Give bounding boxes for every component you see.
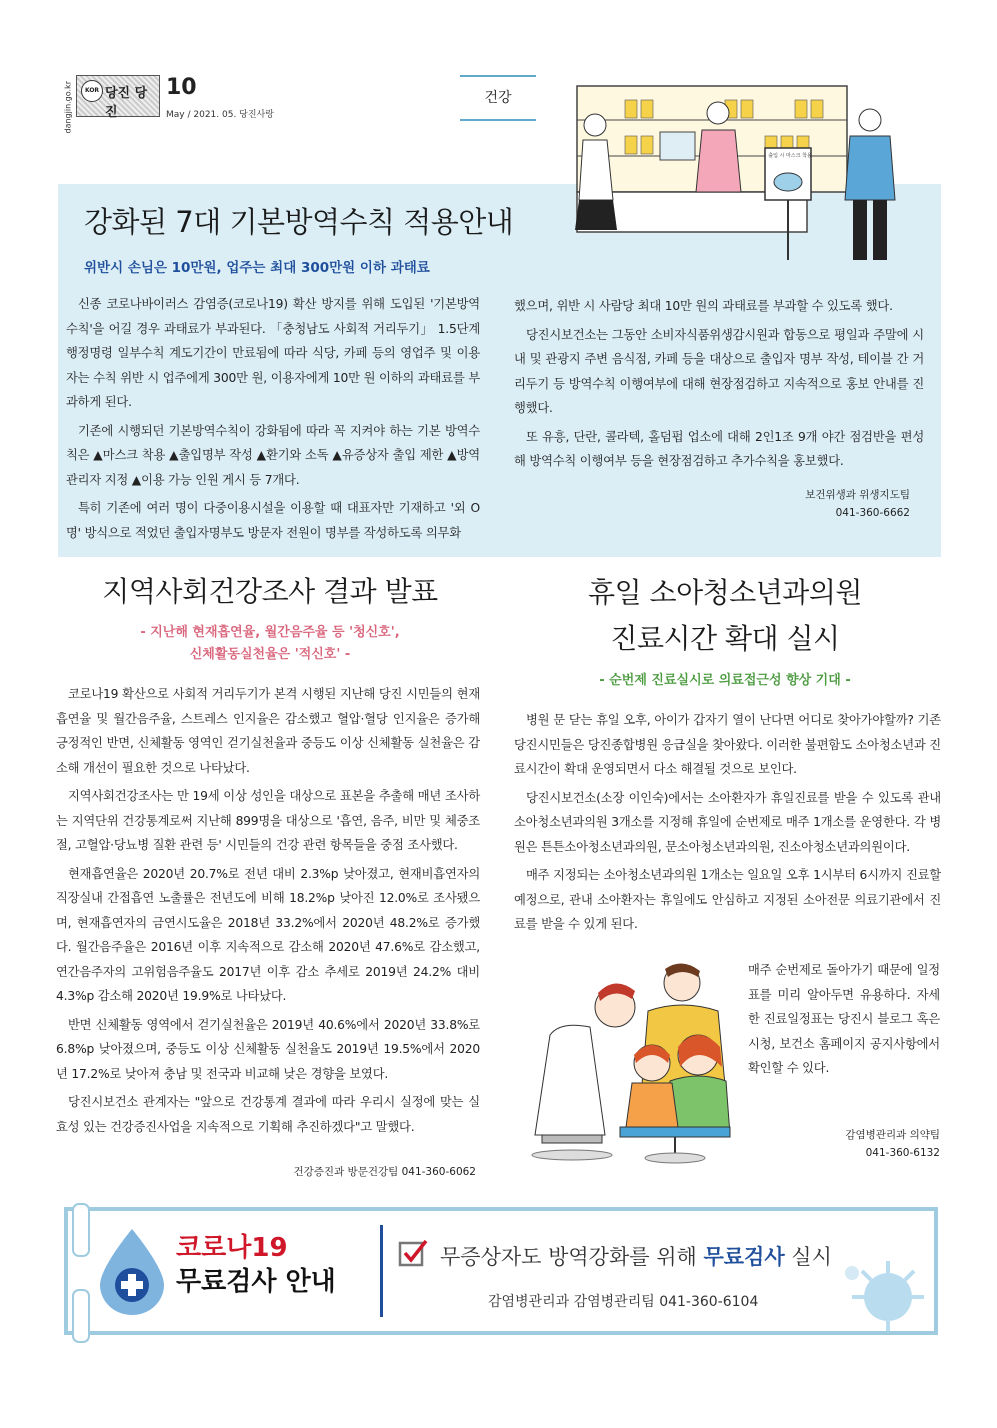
article1-contact [700,486,910,522]
pharmacy-illustration [565,80,945,270]
article1-title: 강화된 7대 기본방역수칙 적용안내 [84,205,514,239]
page-number: 10 [166,75,197,100]
article3-subtitle: - 순번제 진료실시로 의료접근성 향상 기대 - [599,673,851,688]
dept-label: 감염병관리과 의약팀 [845,1129,940,1141]
article1-right-column [514,294,924,478]
virus-icon [838,1251,928,1331]
paragraph: 또 유흥, 단란, 콜라텍, 홀덤펍 업소에 대해 2인1조 9개 야간 점검반을 편성해 방역수칙 이행여부 등을 현장점검하고 추가수칙을 홍보했다. [514,429,924,468]
phone-label: 041-360-6132 [865,1147,940,1159]
vertical-url: dangjin.go.kr [63,81,73,134]
clip-icon [72,1203,90,1257]
paragraph: 특히 기존에 여러 명이 다중이용시설을 이용할 때 대표자만 기재하고 '외 O명' 방식으로 적었던 출입자명부도 방문자 전원이 명부를 작성하도록 의무화 [66,501,480,540]
article1-left-column [66,292,480,549]
paragraph: 병원 문 닫는 휴일 오후, 아이가 갑자기 열이 난다면 어디로 찾아가야할까? 기존 당진시민들은 당진종합병원 응급실을 찾아왔다. 이러한 불편함도 소아청소년과 진료시간이 확대 운영되면서 다소 해결될 것으로 보인다. [514,713,941,776]
phone-label: 041-360-6662 [835,507,910,519]
paragraph: 반면 신체활동 영역에서 걷기실천율은 2019년 40.6%에서 2020년 33.8%로 6.8%p 낮아졌으며, 중등도 이상 신체활동 실천율도 2019년 19.5%에서 2020년 17.2%로 낮아져 충남 및 전국과 비교해 낮은 경향을 보였다. [56,1017,480,1081]
paragraph: 했으며, 위반 시 사람당 최대 10만 원의 과태료를 부과할 수 있도록 했다. [514,299,893,313]
droplet-plus-icon [96,1227,168,1315]
clip-icon [72,1289,90,1343]
paragraph: 당진시보건소는 그동안 소비자식품위생감시원과 합동으로 평일과 주말에 시내 및 관광지 주변 음식점, 카페 등을 대상으로 출입자 명부 작성, 테이블 간 거리두기 등 방역수칙 이행여부에 대해 현장점검하고 지속적으로 홍보 안내를 진행했다. [514,327,924,415]
article2-subtitle: - 지난해 현재흡연율, 월간음주율 등 '청신호', 신체활동실천율은 '적신호' - [140,625,400,662]
article2-body [56,682,480,1143]
city-logo [76,75,160,120]
paragraph: 현재흡연율은 2020년 20.7%로 전년 대비 2.3%p 낮아졌고, 현재비흡연자의 직장실내 간접흡연 노출률은 전년도에 비해 18.2%p 낮아진 12.0%로 조사됐으며, 현재흡연자의 금연시도율은 2018년 33.2%에서 2020년 48.2%로 증가했다. 월간음주율은 2016년 이후 지속적으로 감소해 2020년 47.6%로 감소했고, 연간음주자의 고위험음주율도 2017년 이후 감소 추세로 2019년 24.2% 대비 4.3%p 감소해 2020년 19.9%로 나타났다. [56,866,480,1003]
paragraph: 신종 코로나바이러스 감염증(코로나19) 확산 방지를 위해 도입된 '기본방역수칙'을 어길 경우 과태료가 부과된다. 「충청남도 사회적 거리두기」 1.5단계 행정명령 일부수칙 계도기간이 만료됨에 따라 식당, 카페 등의 영업주 및 이용자는 수칙 위반 시 업주에게 300만 원, 이용자에게 10만 원 이하의 과태료를 부과하게 된다. [66,297,480,409]
article3-body [514,708,941,941]
checkbox-checked-icon [398,1237,430,1269]
issue-label: May / 2021. 05. 당진사랑 [166,110,274,120]
logo-badge: KOR [81,80,103,102]
banner-headline: 무증상자도 방역강화를 위해 무료검사 실시 [440,1245,832,1269]
logo-text: 당진 당진 [105,86,148,120]
paragraph: 코로나19 확산으로 사회적 거리두기가 본격 시행된 지난해 당진 시민들의 현재흡연율 및 월간음주율, 스트레스 인지율은 감소했고 혈압·혈당 인지율은 증가해 긍정적인 반면, 신체활동 영역인 걷기실천율과 중등도 이상 신체활동 실천율은 감소해 개선이 필요한 것으로 나타났다. [56,687,480,775]
paragraph: 당진시보건소 관계자는 "앞으로 건강통계 결과에 따라 우리시 실정에 맞는 실효성 있는 건강증진사업을 지속적으로 기획해 추진하겠다"고 말했다. [56,1095,480,1134]
article3-title: 휴일 소아청소년과의원 진료시간 확대 실시 [588,576,862,655]
section-tag: 건강 [460,75,536,121]
paragraph: 기존에 시행되던 기본방역수칙이 강화됨에 따라 꼭 지켜야 하는 기본 방역수칙은 ▲마스크 착용 ▲출입명부 작성 ▲환기와 소독 ▲유증상자 출입 제한 ▲방역관리자 지정 ▲이용 가능 인원 게시 등 7개다. [66,423,480,487]
article2-title: 지역사회건강조사 결과 발표 [102,575,438,608]
clinic-illustration [520,955,745,1165]
paragraph: 매주 지정되는 소아청소년과의원 1개소는 일요일 오후 1시부터 6시까지 진료할 예정으로, 관내 소아환자는 휴일에도 안심하고 지정된 소아전문 의료기관에서 진료를 받을 수 있게 된다. [514,868,941,931]
banner-title: 코로나19 무료검사 안내 [176,1233,336,1297]
page-header [60,75,320,137]
paragraph: 지역사회건강조사는 만 19세 이상 성인을 대상으로 표본을 추출해 매년 조사하는 지역단위 건강통계로써 지난해 899명을 대상으로 '흡연, 음주, 비만 및 체중조절, 고혈압·당뇨병 질환 관련 등' 시민들의 건강 관련 항목들을 중점 조사했다. [56,789,480,852]
paragraph: 당진시보건소(소장 이인숙)에서는 소아환자가 휴일진료를 받을 수 있도록 관내 소아청소년과의원 3개소를 지정해 휴일에 순번제로 매주 1개소를 운영한다. 각 병원은 튼튼소아청소년과의원, 문소아청소년과의원, 진소아청소년과의원이다. [514,790,941,854]
article2-contact: 건강증진과 방문건강팀 041-360-6062 [293,1166,476,1178]
banner-contact: 감염병관리과 감염병관리팀 041-360-6104 [488,1294,759,1310]
banner-divider [380,1225,383,1317]
dept-label: 보건위생과 위생지도팀 [805,489,910,501]
mask-sign-text: 출입 시 마스크 착용 [768,153,812,159]
article3-side-text: 매주 순번제로 돌아가기 때문에 일정표를 미리 알아두면 유용하다. 자세한 진료일정표는 당진시 블로그 혹은 시청, 보건소 홈페이지 공지사항에서 확인할 수 있다. [748,963,940,1075]
article3-contact [730,1126,940,1162]
article1-subtitle: 위반시 손님은 10만원, 업주는 최대 300만원 이하 과태료 [84,260,430,276]
covid-test-banner [64,1207,938,1335]
